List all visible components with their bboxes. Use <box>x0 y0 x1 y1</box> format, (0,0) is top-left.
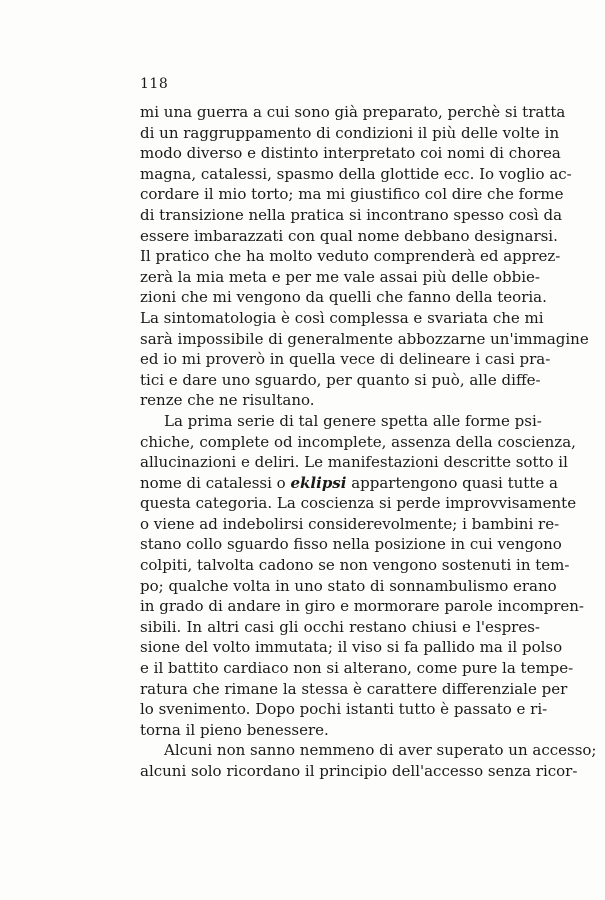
text-line: alcuni solo ricordano il principio dell'accesso senza ricor- <box>140 762 578 780</box>
text-line: o viene ad indebolirsi considerevolmente; i bambini re- <box>140 514 560 533</box>
text-line: e il battito cardiaco non si alterano, come pure la tempe- <box>140 659 574 678</box>
text-line: mi una guerra a cui sono già preparato, perchè si tratta <box>140 103 566 121</box>
text-line: po; qualche volta in uno stato di sonnambulismo erano <box>140 576 557 595</box>
text-line: allucinazioni e deliri. Le manifestazioni descritte sotto il <box>140 453 568 472</box>
text-line: di un raggruppamento di condizioni il più delle volte in <box>140 123 560 142</box>
text-line: chiche, complete od incomplete, assenza della coscienza, <box>140 432 576 451</box>
text-line: essere imbarazzati con qual nome debbano designarsi. <box>140 226 558 245</box>
text-line: La sintomatologia è così complessa e svariata che mi <box>140 308 544 327</box>
text-line: Alcuni non sanno nemmeno di aver superato un accesso; <box>164 741 597 760</box>
text-line: nome di catalessi o eklipsi appartengono quasi tutte a <box>140 473 558 492</box>
text-line: sarà impossibile di generalmente abbozzarne un'immagine <box>140 329 589 348</box>
text-line: magna, catalessi, spasmo della glottide ecc. Io voglio ac- <box>140 164 572 183</box>
text-line: modo diverso e distinto interpretato coi nomi di chorea <box>140 144 561 163</box>
text-line: Il pratico che ha molto veduto comprenderà ed apprez- <box>140 247 561 266</box>
body-text <box>140 102 597 782</box>
text-line: in grado di andare in giro e mormorare parole incompren- <box>140 597 585 616</box>
italic-term: eklipsi <box>290 473 347 492</box>
text-line: ed io mi proverò in quella vece di delineare i casi pra- <box>140 350 551 369</box>
text-line: questa categoria. La coscienza si perde improvvisamente <box>140 494 577 513</box>
text-line: stano collo sguardo fisso nella posizione in cui vengono <box>140 535 562 554</box>
text-line: di transizione nella pratica si incontrano spesso così da <box>140 205 563 224</box>
paragraph-2 <box>140 411 585 741</box>
paragraph-1 <box>140 102 589 411</box>
paragraph-3 <box>140 740 597 781</box>
text-line: sibili. In altri casi gli occhi restano chiusi e l'espres- <box>140 617 540 636</box>
text-line: ratura che rimane la stessa è carattere differenziale per <box>140 679 568 698</box>
text-line: colpiti, talvolta cadono se non vengono sostenuti in tem- <box>140 556 570 575</box>
text-line: renze che ne risultano. <box>140 391 315 410</box>
text-line: zerà la mia meta e per me vale assai più delle obbie- <box>140 267 540 286</box>
page-number: 118 <box>140 76 169 92</box>
text-line: tici e dare uno sguardo, per quanto si può, alle diffe- <box>140 370 541 389</box>
text-line: zioni che mi vengono da quelli che fanno della teoria. <box>140 288 547 307</box>
text-line: sione del volto immutata; il viso si fa pallido ma il polso <box>140 638 563 657</box>
text-line: cordare il mio torto; ma mi giustifico col dire che forme <box>140 185 564 204</box>
text-line: La prima serie di tal genere spetta alle forme psi- <box>164 411 542 430</box>
text-line: torna il pieno benessere. <box>140 720 329 739</box>
text-line: lo svenimento. Dopo pochi istanti tutto è passato e ri- <box>140 700 548 719</box>
